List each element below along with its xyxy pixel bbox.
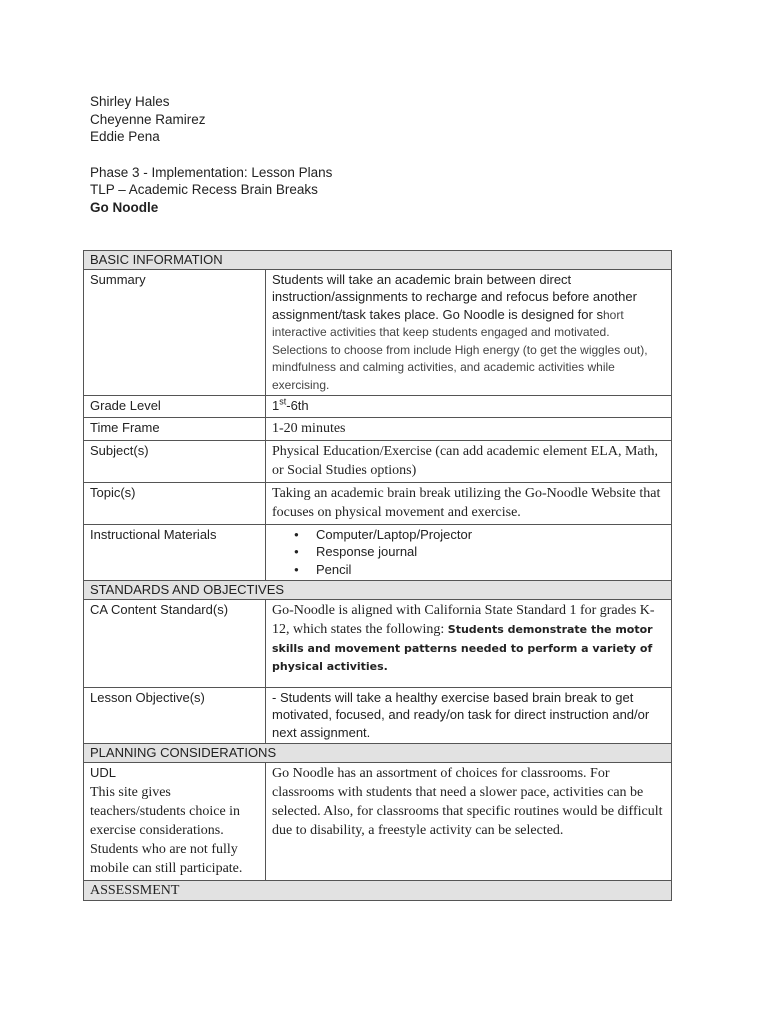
time-cell: 1-20 minutes [266, 417, 672, 440]
table-row [84, 482, 672, 524]
section-header-assessment: ASSESSMENT [84, 881, 672, 901]
document-title: Go Noodle [90, 199, 159, 215]
udl-label-cell [84, 762, 266, 881]
table-row [84, 417, 672, 440]
row-label: Subject(s) [84, 440, 266, 482]
grade-cell: 1st-6th [266, 396, 672, 418]
materials-cell [266, 524, 672, 581]
tlp-line: TLP – Academic Recess Brain Breaks [90, 182, 318, 197]
table-row [84, 440, 672, 482]
author-name: Shirley Hales [90, 94, 170, 109]
row-label: Grade Level [84, 396, 266, 418]
section-header-standards: STANDARDS AND OBJECTIVES [84, 581, 672, 600]
table-row [84, 524, 672, 581]
author-name: Cheyenne Ramirez [90, 111, 206, 127]
udl-cell: Go Noodle has an assortment of choices for classrooms. For classrooms with students that need a slower pace, activities can be selected. Also, for classrooms that specific routines would be difficult due to disability, a freestyle activity can be selected. [266, 762, 672, 881]
standard-cell: Go-Noodle is aligned with California State Standard 1 for grades K-12, which states the following: Students demonstrate the motor skills and movement patterns needed to perform a variety of physical activities. [266, 599, 672, 687]
table-row [84, 762, 672, 881]
row-label: CA Content Standard(s) [84, 599, 266, 687]
row-label: UDL [90, 764, 117, 780]
row-label: Topic(s) [84, 482, 266, 524]
section-header-basic: BASIC INFORMATION [84, 251, 672, 270]
list-item: ● Response journal [316, 543, 665, 561]
list-item: ● Pencil [316, 561, 665, 579]
row-label: Time Frame [84, 417, 266, 440]
row-label: Instructional Materials [84, 524, 266, 581]
document-header [90, 93, 332, 216]
table-row [84, 599, 672, 687]
summary-cell: Students will take an academic brain between direct instruction/assignments to recharge and refocus before another assignment/task takes place. Go Noodle is designed for short interactive activities that keep students engaged and motivated. Selections to choose from include High energy (to get the wiggles out), mindfulness and calming activities, and academic activities while exercising. [266, 269, 672, 396]
table-row [84, 396, 672, 418]
table-row [84, 269, 672, 396]
row-label: Lesson Objective(s) [84, 687, 266, 744]
table-row [84, 687, 672, 744]
row-label: Summary [84, 269, 266, 396]
lesson-plan-table [83, 250, 672, 901]
udl-note: This site gives teachers/students choice in exercise considerations. Students who are not fully mobile can still participate. [90, 785, 243, 876]
phase-line: Phase 3 - Implementation: Lesson Plans [90, 164, 333, 180]
author-name: Eddie Pena [90, 129, 160, 144]
section-header-planning: PLANNING CONSIDERATIONS [84, 744, 672, 763]
objective-cell: - Students will take a healthy exercise based brain break to get motivated, focused, and ready/on task for direct instruction and/or next assignment. [266, 687, 672, 744]
list-item: ● Computer/Laptop/Projector [316, 526, 665, 544]
topic-cell: Taking an academic brain break utilizing the Go-Noodle Website that focuses on physical movement and exercise. [266, 482, 672, 524]
subject-cell: Physical Education/Exercise (can add academic element ELA, Math, or Social Studies options) [266, 440, 672, 482]
